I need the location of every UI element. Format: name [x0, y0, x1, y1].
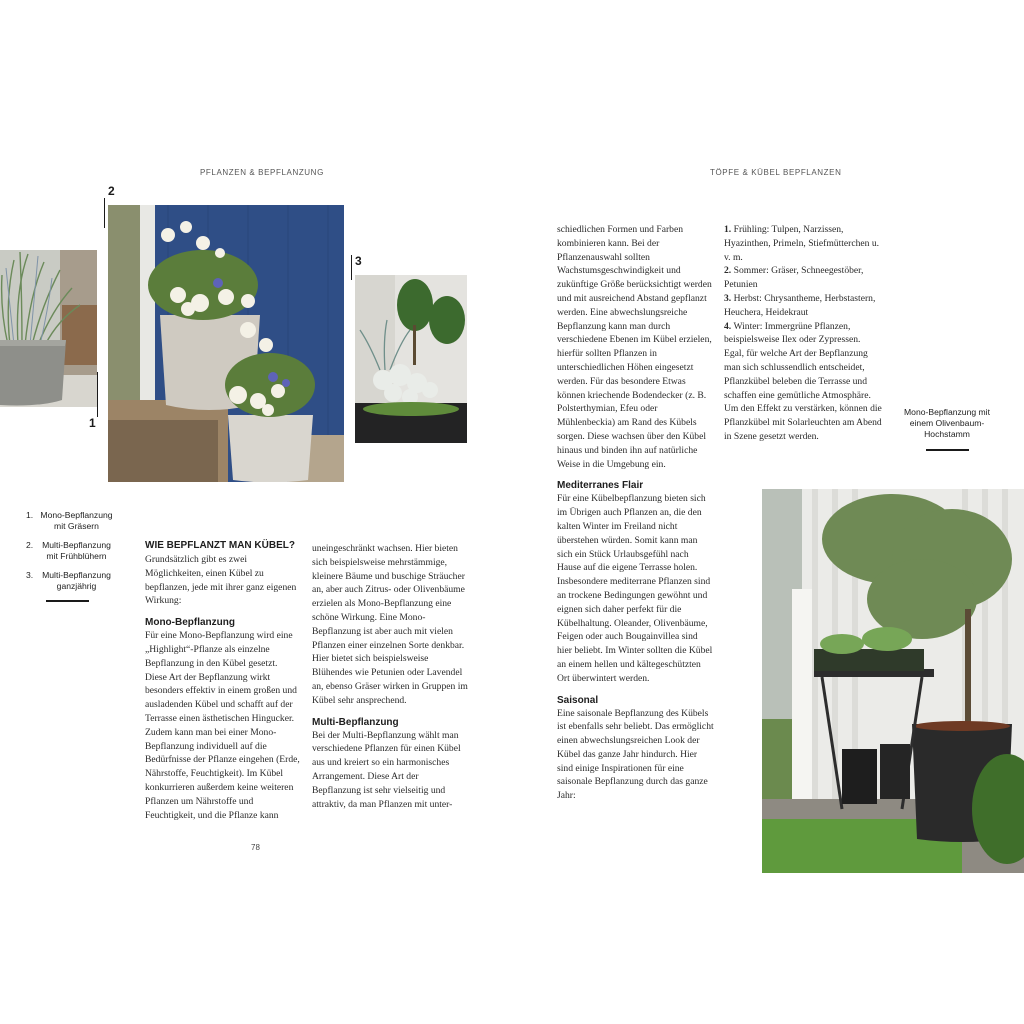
- marker-line-1: [97, 372, 98, 417]
- legend-number-1: 1.: [26, 510, 34, 520]
- page-number: 78: [251, 843, 260, 852]
- left-column-1: [145, 540, 300, 822]
- photo-all-year-planting: [355, 275, 467, 443]
- running-title-left: PFLANZEN & BEPFLANZUNG: [200, 168, 324, 177]
- photo-olive-tree: [762, 489, 1024, 873]
- olive-caption-rule: [926, 449, 969, 451]
- mono-continued-paragraph: uneingeschränkt wachsen. Hier bieten sich beispielsweise mehrstämmige, kleinere Bäume und buschige Sträucher an, aber auch Zitrus- oder Olivenbäume erzielen als Mono-Bepflanzung eine schöne Wirkung. Eine Mono-Bepflanzung ist aber auch mit vielen Pflanzen einer einzelnen Sorte denkbar. Hier bietet sich beispielsweise Blühendes wie Petunien oder Lavendel an, ebenso Gräser wirken in Gruppen im Kübel sehr ansprechend.: [312, 543, 468, 706]
- legend-item-2: [26, 540, 116, 562]
- seasonal-heading: Saisonal: [557, 694, 599, 706]
- season-item-3: [724, 292, 882, 320]
- mono-heading: Mono-Bepflanzung: [145, 617, 235, 629]
- right-column-2: [724, 223, 882, 444]
- mediterranean-paragraph: Für eine Kübelbepflanzung bieten sich im Übrigen auch Pflanzen an, die den kalten Winter im Freiland nicht überstehen würden. Somit kann man sich ein Stück Urlaubsgefühl nach Hause auf die eigene Terrasse holen. Insbesondere mediterrane Pflanzen sind an trockene Bedingungen gewöhnt und eignen sich daher perfekt für die Kübelhaltung. Oleander, Olivenbäume, Feigen oder auch Bougainvillea sind hier beliebt. Im Winter sollten die Kübel an einem hellen und kältegeschützten Ort überwintert werden.: [557, 493, 713, 684]
- photo-number-2: 2: [108, 184, 115, 198]
- marker-line-2: [104, 198, 105, 228]
- mono-paragraph: Für eine Mono-Bepflanzung wird eine „Highlight“-Pflanze als einzelne Bepflanzung in den Kübel gesetzt. Diese Art der Bepflanzung wirkt besonders effektiv in einem großen und ausladenden Kübel und schafft auf der Terrasse einen ästhetischen Hingucker. Zudem kann man bei einer Mono-Bepflanzung individuell auf die Bedürfnisse der Pflanze eingehen (Erde, Nährstoffe, Feuchtigkeit). Im Kübel konkurrieren außerdem keine weiteren Pflanzen um Nährstoffe und Feuchtigkeit, und die Pflanze kann: [145, 630, 300, 821]
- legend-item-1: [26, 510, 116, 532]
- intro-paragraph: Grundsätzlich gibt es zwei Möglichkeiten, einen Kübel zu bepflanzen, jede mit ihrer ganz eigenen Wirkung:: [145, 554, 297, 607]
- season-number-2: 2.: [724, 265, 732, 277]
- season-text-3: Herbst: Chrysanthemе, Herbstastern, Heuchera, Heidekraut: [724, 292, 876, 318]
- photo-number-1: 1: [89, 416, 96, 430]
- season-number-1: 1.: [724, 224, 732, 235]
- multi-paragraph: Bei der Multi-Bepflanzung wählt man verschiedene Pflanzen für einen Kübel aus und kreiert so ein harmonisches Arrangement. Diese Art der Bepflanzung ist sehr vielseitig und attraktiv, da man Pflanzen mit unter-: [312, 729, 461, 810]
- legend-text-3: Multi-Bepflanzung ganzjährig: [42, 570, 111, 591]
- legend-rule: [46, 600, 89, 602]
- season-text-2: Sommer: Gräser, Schneegestöber, Petunien: [724, 265, 864, 291]
- main-heading: WIE BEPFLANZT MAN KÜBEL?: [145, 540, 295, 551]
- legend-number-3: 3.: [26, 570, 34, 580]
- left-column-2: [312, 542, 468, 811]
- season-item-1: [724, 223, 882, 264]
- olive-caption: Mono-Bepflanzung mit einem Olivenbaum-Hochstamm: [904, 407, 990, 439]
- mediterranean-heading: Mediterranes Flair: [557, 480, 644, 492]
- photo-spring-flowers: [108, 205, 344, 482]
- legend-text-1: Mono-Bepflanzung mit Gräsern: [40, 510, 113, 531]
- season-item-2: [724, 264, 882, 292]
- legend-text-2: Multi-Bepflanzung mit Frühblühern: [42, 540, 111, 561]
- season-item-4: [724, 320, 882, 348]
- legend-number-2: 2.: [26, 540, 34, 550]
- right-column-1: [557, 223, 714, 803]
- conclusion-paragraph: Egal, für welche Art der Bepflanzung man sich schlussendlich entscheidet, Pflanzkübel beleben die Terrasse und schaffen eine gemütliche Atmosphäre. Um den Effekt zu verstärken, können die Pflanzkübel mit Solarleuchten am Abend in Szene gesetzt werden.: [724, 348, 882, 442]
- seasonal-paragraph: Eine saisonale Bepflanzung des Kübels ist ebenfalls sehr beliebt. Das ermöglicht einen abwechslungsreichen Look der Kübel das ganze Jahr hindurch. Hier sind einige Inspirationen für eine saisonale Bepflanzung durch das ganze Jahr:: [557, 707, 714, 802]
- multi-continued-paragraph: schiedlichen Formen und Farben kombinieren kann. Bei der Pflanzenauswahl sollten Wachstumsgeschwindigkeit und zukünftige Größe berücksichtigt werden und mit ausreichend Abstand gepflanzt werden. Eine abwechslungsreiche Bepflanzung kann man durch verschiedene Ebenen im Kübel erzielen, hierfür sollten Pflanzen in unterschiedlichen Höhen eingesetzt werden. Für das besondere Etwas können kriechende Bodendecker (z. B. Polsterthymian, Efeu oder Mühlenbeckia) am Rand des Kübels sorgen. Diese wachsen über den Kübel hinaus und binden ihn auf natürliche Weise in die Umgebung ein.: [557, 224, 712, 470]
- running-title-right: TÖPFE & KÜBEL BEPFLANZEN: [710, 168, 842, 177]
- season-number-3: 3.: [724, 292, 732, 304]
- season-text-4: Winter: Immergrüne Pflanzen, beispielsweise Ilex oder Zypressen.: [724, 320, 861, 346]
- marker-line-3: [351, 255, 352, 280]
- photo-number-3: 3: [355, 254, 362, 268]
- season-text-1: Frühling: Tulpen, Narzissen, Hyazinthen, Primeln, Stiefmütterchen u. v. m.: [724, 224, 880, 263]
- photo-grasses-pot: [0, 250, 97, 407]
- multi-heading: Multi-Bepflanzung: [312, 716, 399, 728]
- season-number-4: 4.: [724, 320, 732, 332]
- legend-item-3: [26, 570, 116, 592]
